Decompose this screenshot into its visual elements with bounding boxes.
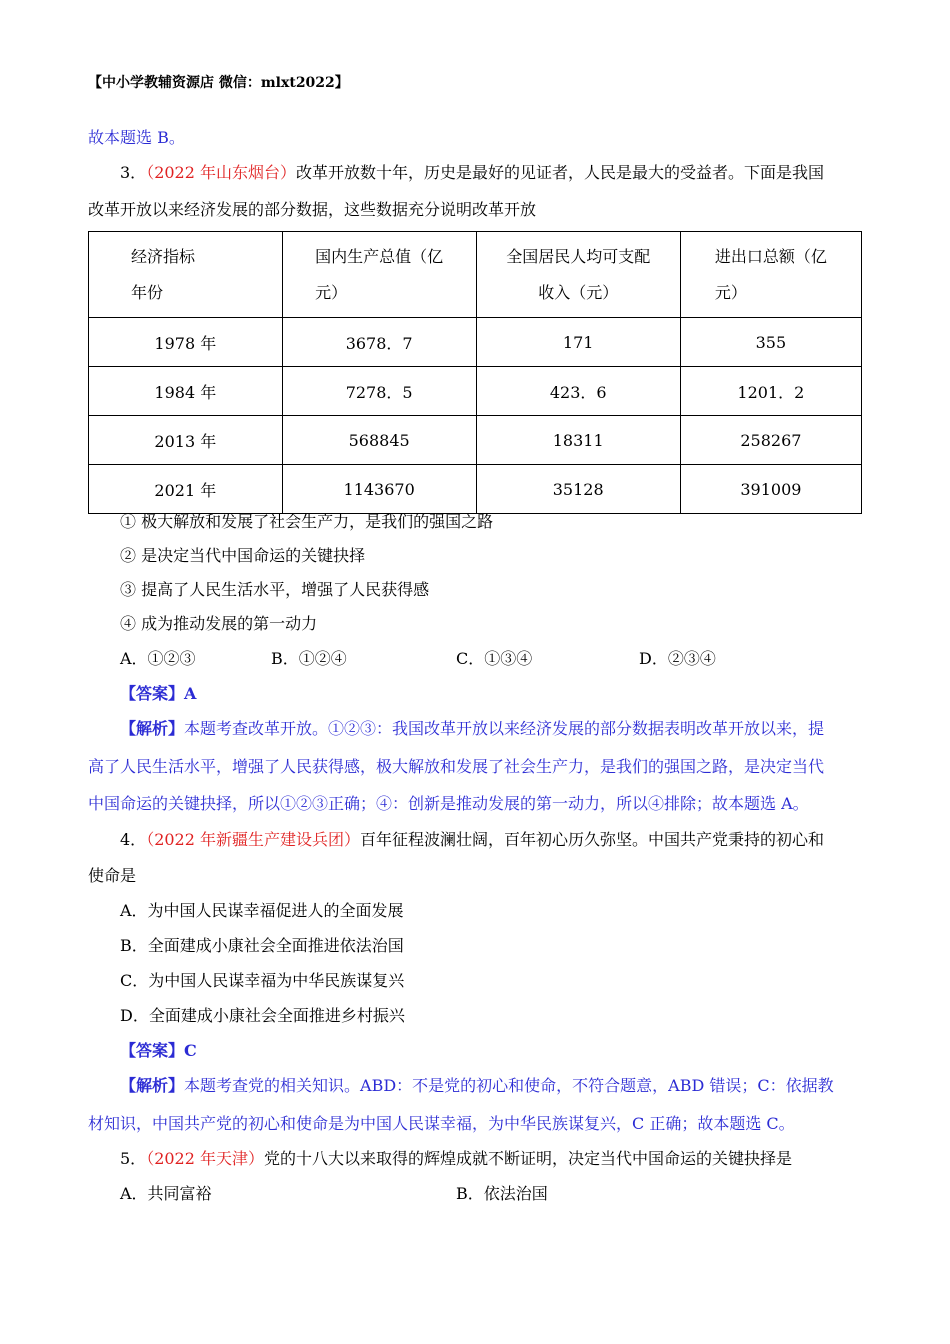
q4-stem-text: 百年征程波澜壮阔，百年初心历久弥坚。中国共产党秉持的初心和	[360, 830, 825, 849]
q4-answer: 【答案】C	[120, 1041, 197, 1060]
gdp-cell: 568845	[282, 416, 476, 465]
header-trade	[680, 232, 861, 318]
header-income-line2: 收入（元）	[538, 282, 619, 302]
header-gdp-line1: 国内生产总值（亿	[315, 246, 444, 266]
q3-number: 3．	[120, 163, 147, 182]
gdp-cell: 3678．7	[282, 318, 476, 367]
q4-stem-line1	[120, 830, 824, 850]
q3-option-b[interactable]: B．①②④	[271, 649, 347, 668]
q4-number: 4．	[120, 830, 147, 849]
year-cell: 2013 年	[89, 416, 283, 465]
q3-analysis-label: 【解析】	[120, 719, 185, 738]
trade-cell: 355	[680, 318, 861, 367]
q3-statement-2: ② 是决定当代中国命运的关键抉择	[120, 546, 366, 565]
q4-analysis-line1	[120, 1076, 834, 1096]
q4-option-c[interactable]: C．为中国人民谋幸福为中华民族谋复兴	[120, 971, 405, 990]
table-row	[89, 465, 862, 514]
economic-data-table	[88, 231, 862, 514]
q5-stem-text: 党的十八大以来取得的辉煌成就不断证明，决定当代中国命运的关键抉择是	[264, 1149, 793, 1168]
q4-option-b[interactable]: B．全面建成小康社会全面推进依法治国	[120, 936, 404, 955]
year-cell: 1978 年	[89, 318, 283, 367]
q3-option-a[interactable]: A．①②③	[120, 649, 196, 668]
q5-option-a[interactable]: A．共同富裕	[120, 1184, 212, 1203]
page-header: 【中小学教辅资源店 微信：mlxt2022】	[88, 75, 349, 91]
q3-analysis-text: 本题考查改革开放。①②③：我国改革开放以来经济发展的部分数据表明改革开放以来，提	[184, 719, 825, 738]
q3-stem-text: 改革开放数十年，历史是最好的见证者，人民是最大的受益者。下面是我国	[296, 163, 825, 182]
corner-bottom-label: 年份	[131, 282, 164, 302]
q4-option-d[interactable]: D．全面建成小康社会全面推进乡村振兴	[120, 1006, 405, 1025]
table-header-row	[89, 232, 862, 318]
corner-top-label: 经济指标	[131, 246, 196, 266]
q3-statement-4: ④ 成为推动发展的第一动力	[120, 614, 318, 633]
q3-source: （2022 年山东烟台）	[146, 163, 296, 182]
income-cell: 35128	[476, 465, 680, 514]
q4-analysis-label: 【解析】	[120, 1076, 185, 1095]
table-row	[89, 318, 862, 367]
previous-conclusion: 故本题选 B。	[88, 128, 185, 147]
q3-option-c[interactable]: C．①③④	[456, 649, 533, 668]
trade-cell: 258267	[680, 416, 861, 465]
q5-stem	[120, 1149, 792, 1169]
trade-cell: 391009	[680, 465, 861, 514]
q3-stem-line2: 改革开放以来经济发展的部分数据，这些数据充分说明改革开放	[88, 200, 537, 219]
income-cell: 171	[476, 318, 680, 367]
table-corner-cell	[89, 232, 283, 318]
header-trade-line1: 进出口总额（亿	[714, 246, 827, 266]
q4-stem-line2: 使命是	[88, 866, 137, 885]
q3-analysis-line1	[120, 719, 824, 739]
q5-option-b[interactable]: B．依法治国	[456, 1184, 548, 1203]
header-gdp-line2: 元）	[315, 282, 348, 302]
q3-stem-line1	[120, 163, 824, 183]
q3-answer: 【答案】A	[120, 684, 197, 703]
table-row	[89, 416, 862, 465]
q3-analysis-line3: 中国命运的关键抉择，所以①②③正确；④：创新是推动发展的第一动力，所以④排除；故本题选 A。	[88, 794, 809, 813]
header-gdp	[282, 232, 476, 318]
income-cell: 18311	[476, 416, 680, 465]
year-cell: 2021 年	[89, 465, 283, 514]
header-income-line1: 全国居民人均可支配	[506, 246, 651, 266]
gdp-cell: 7278．5	[282, 367, 476, 416]
header-trade-line2: 元）	[714, 282, 747, 302]
q5-source: （2022 年天津）	[146, 1149, 264, 1168]
header-income	[476, 232, 680, 318]
q5-number: 5．	[120, 1149, 147, 1168]
q3-option-d[interactable]: D．②③④	[639, 649, 716, 668]
year-cell: 1984 年	[89, 367, 283, 416]
gdp-cell: 1143670	[282, 465, 476, 514]
q3-statement-1: ① 极大解放和发展了社会生产力，是我们的强国之路	[120, 512, 494, 531]
q4-option-a[interactable]: A．为中国人民谋幸福促进人的全面发展	[120, 901, 404, 920]
income-cell: 423．6	[476, 367, 680, 416]
q4-source: （2022 年新疆生产建设兵团）	[146, 830, 360, 849]
q4-analysis-text: 本题考查党的相关知识。ABD：不是党的初心和使命，不符合题意，ABD 错误；C：依据教	[184, 1076, 834, 1095]
q3-analysis-line2: 高了人民生活水平，增强了人民获得感，极大解放和发展了社会生产力，是我们的强国之路，是决定当代	[88, 757, 825, 776]
q4-analysis-line2: 材知识，中国共产党的初心和使命是为中国人民谋幸福，为中华民族谋复兴，C 正确；故本题选 C。	[88, 1114, 795, 1133]
table-row	[89, 367, 862, 416]
trade-cell: 1201．2	[680, 367, 861, 416]
q3-statement-3: ③ 提高了人民生活水平，增强了人民获得感	[120, 580, 430, 599]
